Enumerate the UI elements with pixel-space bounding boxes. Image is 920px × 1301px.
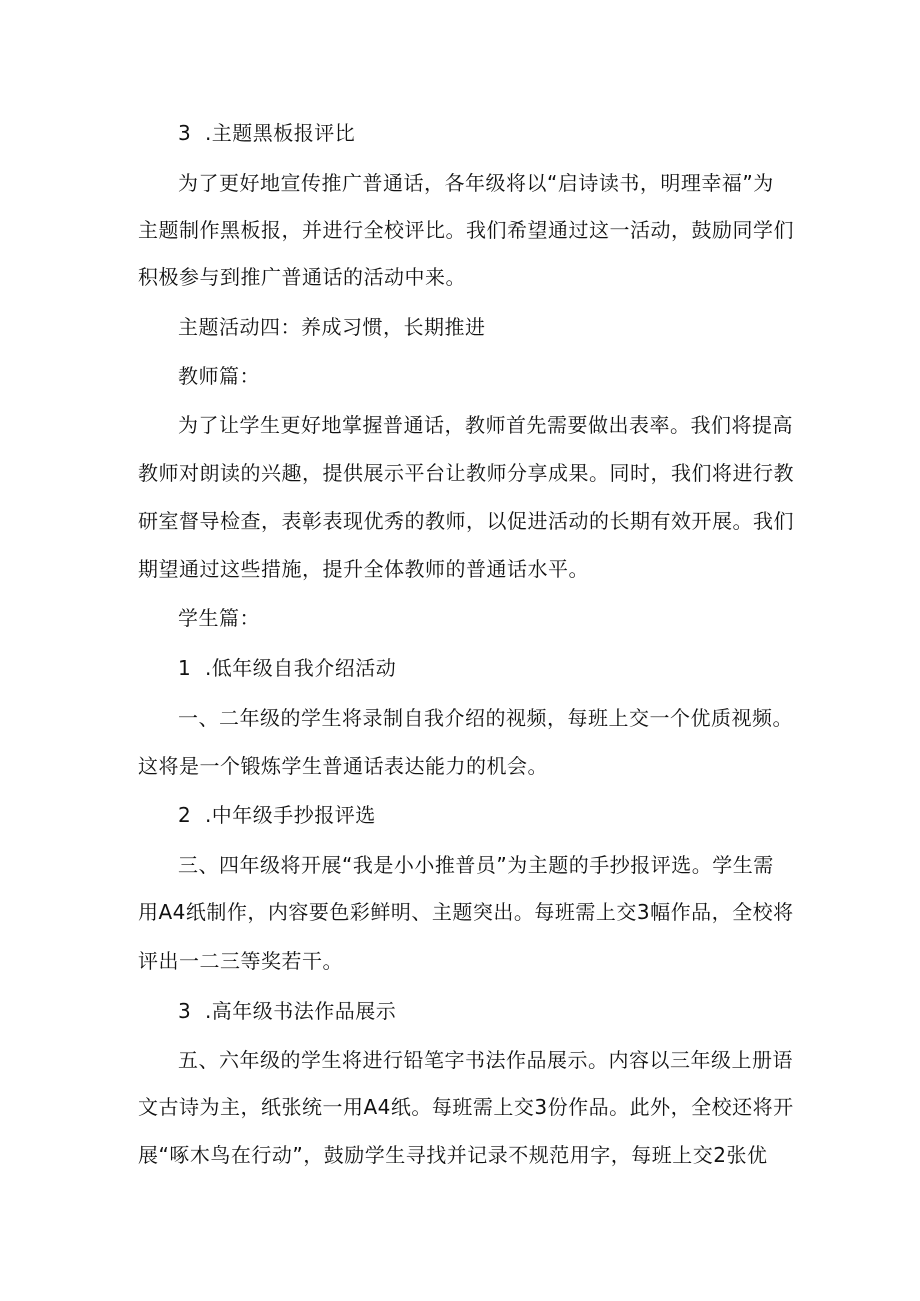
section-heading-blackboard [0,118,920,148]
paragraph-line [0,506,920,536]
paragraph-text: 研室督导检查，表彰表现优秀的教师，以促进活动的长期有效开展。我们 [138,509,794,533]
paragraph-line [0,1092,920,1122]
paragraph-line [0,215,920,245]
subheading-students [0,603,920,633]
heading-text: 3 .高年级书法作品展示 [178,999,397,1023]
paragraph-text: 期望通过这些措施，提升全体教师的普通话水平。 [138,557,589,581]
paragraph-text: 用A4纸制作，内容要色彩鲜明、主题突出。每班需上交3幅作品，全校将 [138,900,794,924]
paragraph-text: 为了让学生更好地掌握普通话，教师首先需要做出表率。我们将提高 [178,413,793,437]
paragraph-text: 五、六年级的学生将进行铅笔字书法作品展示。内容以三年级上册语 [178,1048,793,1072]
heading-text: 1 .低年级自我介绍活动 [178,656,397,680]
paragraph-line [0,897,920,927]
paragraph-line [0,262,920,292]
paragraph-line [0,168,920,198]
paragraph-line [0,751,920,781]
paragraph-line [0,1140,920,1170]
paragraph-line [0,554,920,584]
section-heading-lower-grade [0,653,920,683]
paragraph-text: 三、四年级将开展“我是小小推普员”为主题的手抄报评选。学生需 [178,853,774,877]
paragraph-line [0,1045,920,1075]
paragraph-text: 一、二年级的学生将录制自我介绍的视频，每班上交一个优质视频。 [178,706,793,730]
subheading-teachers [0,361,920,391]
paragraph-text: 积极参与到推广普通话的活动中来。 [138,265,466,289]
paragraph-line [0,458,920,488]
heading-text: 学生篇： [178,606,260,630]
paragraph-text: 主题制作黑板报，并进行全校评比。我们希望通过这一活动，鼓励同学们 [138,218,794,242]
paragraph-line [0,946,920,976]
section-heading-upper-grade [0,996,920,1026]
heading-text: 教师篇： [178,364,260,388]
paragraph-text: 这将是一个锻炼学生普通话表达能力的机会。 [138,754,548,778]
heading-text: 3 .主题黑板报评比 [178,121,356,145]
heading-text: 主题活动四：养成习惯，长期推进 [178,315,486,339]
heading-text: 2 .中年级手抄报评选 [178,803,376,827]
paragraph-text: 教师对朗读的兴趣，提供展示平台让教师分享成果。同时，我们将进行教 [138,461,794,485]
paragraph-line [0,703,920,733]
section-heading-middle-grade [0,800,920,830]
paragraph-text: 文古诗为主，纸张统一用A4纸。每班需上交3份作品。此外，全校还将开 [138,1095,794,1119]
paragraph-text: 为了更好地宣传推广普通话，各年级将以“启诗读书，明理幸福”为 [178,171,774,195]
paragraph-line [0,850,920,880]
paragraph-line [0,410,920,440]
paragraph-text: 评出一二三等奖若干。 [138,949,343,973]
section-heading-activity-four [0,312,920,342]
paragraph-text: 展“啄木鸟在行动”，鼓励学生寻找并记录不规范用字，每班上交2张优 [138,1143,768,1167]
